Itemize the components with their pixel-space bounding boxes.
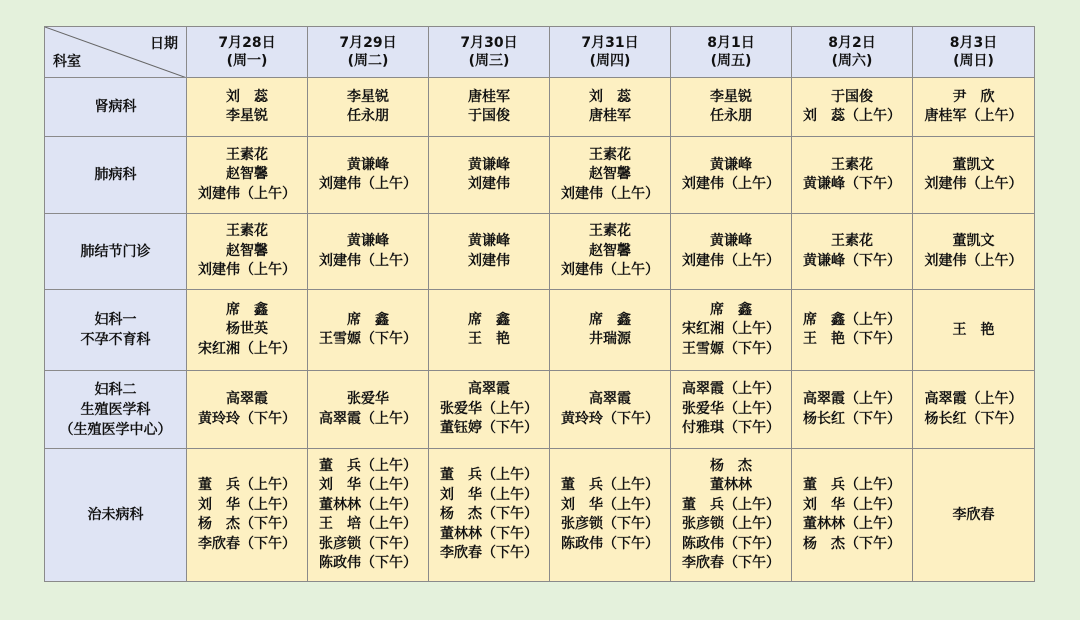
doctor-list [682, 457, 780, 574]
doctor-list [803, 156, 901, 195]
doctor-entry: 席 鑫 [468, 311, 510, 328]
schedule-cell [671, 290, 792, 371]
date-header-cell [792, 27, 913, 78]
doctor-entry: 付雅琪（下午） [682, 420, 780, 437]
doctor-entry: 陈政伟（下午） [561, 535, 659, 552]
doctor-entry: 席 鑫 [589, 311, 631, 328]
doctor-list [803, 390, 901, 429]
weekday-label: (周五) [710, 53, 752, 69]
schedule-cell [429, 137, 550, 214]
schedule-cell [187, 78, 308, 137]
weekday-label: (周二) [347, 53, 389, 69]
dept-name-line: 不孕不育科 [80, 332, 151, 348]
dept-name-cell [45, 371, 187, 449]
doctor-entry: 杨 杰（下午） [440, 506, 538, 523]
doctor-entry: 刘建伟（上午） [561, 262, 659, 279]
doctor-list [561, 222, 659, 281]
doctor-list [803, 88, 901, 127]
doctor-list [440, 380, 538, 439]
doctor-list [925, 88, 1023, 127]
doctor-entry: 黄谦峰 [468, 233, 510, 249]
doctor-list [468, 156, 510, 195]
dept-row [45, 137, 1035, 214]
doctor-entry: 杨 杰 [682, 457, 752, 474]
dept-name-cell [45, 137, 187, 214]
doctor-entry: 刘 蕊 [589, 88, 631, 105]
doctor-list [803, 476, 901, 554]
dept-name-line: （生殖医学中心） [59, 421, 172, 438]
doctor-entry: 董 兵（上午） [198, 477, 296, 493]
dept-name-cell [45, 214, 187, 290]
schedule-cell [671, 371, 792, 449]
doctor-list [468, 232, 510, 271]
doctor-entry: 任永朋 [347, 108, 389, 124]
doctor-entry: 董凯文 [952, 156, 995, 173]
schedule-table-wrapper [44, 26, 1035, 582]
doctor-list [198, 146, 296, 205]
schedule-cell [913, 137, 1035, 214]
schedule-cell [671, 449, 792, 582]
doctor-list [682, 156, 780, 195]
doctor-entry: 王 艳 [952, 322, 995, 339]
doctor-list [682, 380, 780, 439]
doctor-entry: 王素花 [226, 223, 268, 240]
doctor-entry: 刘建伟 [468, 176, 510, 192]
doctor-list [440, 466, 538, 564]
doctor-entry: 黄玲玲（下午） [198, 410, 296, 427]
date-label: 7月30日 [460, 35, 518, 51]
doctor-entry: 董 兵（上午） [803, 477, 901, 493]
doctor-entry: 董林林（上午） [319, 496, 417, 513]
doctor-list [319, 156, 417, 195]
doctor-entry: 杨世英 [226, 321, 268, 338]
date-label: 7月31日 [581, 35, 639, 51]
schedule-table [44, 26, 1035, 582]
doctor-entry: 尹 欣 [952, 88, 995, 105]
schedule-cell [792, 449, 913, 582]
doctor-entry: 刘 华（上午） [319, 477, 417, 493]
schedule-cell [308, 449, 429, 582]
doctor-list [198, 301, 296, 360]
doctor-entry: 宋红湘（上午） [682, 321, 780, 338]
doctor-list [198, 390, 296, 429]
doctor-entry: 刘 华（上午） [440, 486, 538, 503]
schedule-cell [308, 214, 429, 290]
doctor-entry: 刘建伟（上午） [198, 185, 296, 202]
corner-date-label: 日期 [150, 36, 178, 52]
doctor-entry: 黄谦峰 [710, 233, 752, 249]
doctor-entry: 陈政伟（下午） [682, 535, 780, 552]
doctor-entry: 董凯文 [952, 233, 995, 249]
schedule-cell [308, 290, 429, 371]
doctor-entry: 高翠霞 [468, 381, 510, 398]
doctor-entry: 杨 杰（下午） [803, 535, 901, 552]
doctor-entry: 王素花 [226, 146, 268, 163]
doctor-entry: 于国俊 [803, 88, 873, 105]
doctor-entry: 张彦锁（下午） [319, 535, 417, 552]
dept-name-line: 治未病科 [87, 507, 144, 523]
header-row [45, 27, 1035, 78]
doctor-list [319, 232, 417, 271]
schedule-cell [187, 371, 308, 449]
doctor-entry: 高翠霞（上午） [682, 381, 780, 398]
doctor-entry: 王 艳 [468, 331, 510, 347]
corner-dept-label: 科室 [53, 54, 81, 70]
doctor-entry: 赵智馨 [226, 242, 268, 259]
doctor-entry: 董林林 [682, 477, 752, 493]
doctor-entry: 董钰婷（下午） [440, 420, 538, 437]
schedule-cell [550, 371, 671, 449]
doctor-entry: 席 鑫（上午） [803, 311, 901, 328]
doctor-entry: 黄谦峰（下午） [803, 252, 901, 269]
schedule-cell [429, 371, 550, 449]
doctor-list [561, 390, 659, 429]
schedule-cell [913, 78, 1035, 137]
doctor-entry: 刘 华（上午） [561, 496, 659, 513]
dept-row [45, 290, 1035, 371]
doctor-entry: 张彦锁（上午） [682, 516, 780, 532]
schedule-cell [913, 449, 1035, 582]
doctor-list [468, 311, 510, 350]
schedule-cell [792, 371, 913, 449]
schedule-cell [187, 449, 308, 582]
doctor-entry: 刘建伟（上午） [924, 252, 1023, 269]
date-header-cell [187, 27, 308, 78]
schedule-cell [429, 449, 550, 582]
dept-name-line: 肺结节门诊 [80, 243, 151, 260]
date-label: 8月1日 [707, 35, 755, 51]
doctor-entry: 高翠霞 [226, 391, 268, 407]
doctor-entry: 任永朋 [710, 108, 752, 124]
schedule-cell [671, 214, 792, 290]
schedule-body [45, 78, 1035, 582]
doctor-list [953, 506, 995, 526]
schedule-cell [792, 290, 913, 371]
doctor-entry: 黄玲玲（下午） [561, 410, 659, 427]
doctor-entry: 刘建伟（上午） [198, 262, 296, 279]
doctor-list [561, 476, 659, 554]
doctor-entry: 席 鑫 [226, 301, 268, 318]
schedule-cell [187, 290, 308, 371]
doctor-entry: 张爱华 [347, 391, 389, 407]
schedule-cell [671, 78, 792, 137]
date-header-cell [429, 27, 550, 78]
dept-name-line: 妇科一 [94, 312, 137, 328]
dept-row [45, 78, 1035, 137]
doctor-list [682, 301, 780, 360]
dept-row [45, 371, 1035, 449]
weekday-label: (周六) [831, 53, 873, 69]
schedule-cell [308, 371, 429, 449]
schedule-cell [913, 371, 1035, 449]
schedule-cell [550, 78, 671, 137]
doctor-entry: 王 培（上午） [319, 516, 417, 532]
doctor-entry: 刘 华（上午） [803, 496, 901, 513]
doctor-entry: 高翠霞（上午） [803, 391, 901, 407]
doctor-entry: 董林林（上午） [803, 516, 901, 532]
schedule-cell [429, 214, 550, 290]
doctor-entry: 张爱华（上午） [440, 400, 538, 417]
date-header-cell [550, 27, 671, 78]
doctor-entry: 赵智馨 [589, 166, 631, 183]
dept-row [45, 214, 1035, 290]
doctor-entry: 席 鑫 [347, 311, 389, 328]
weekday-label: (周三) [468, 53, 510, 69]
doctor-list [468, 88, 510, 127]
corner-header-cell [45, 27, 187, 78]
doctor-entry: 李欣春（下午） [440, 545, 538, 562]
schedule-cell [913, 290, 1035, 371]
doctor-entry: 杨长红（下午） [803, 410, 901, 427]
doctor-entry: 李星锐 [226, 108, 268, 124]
schedule-cell [550, 214, 671, 290]
weekday-label: (周日) [953, 53, 994, 69]
doctor-entry: 于国俊 [468, 108, 510, 124]
doctor-list [589, 311, 631, 350]
doctor-entry: 王素花 [831, 156, 873, 173]
doctor-entry: 刘建伟 [468, 252, 510, 269]
dept-name-line: 肺病科 [94, 167, 137, 183]
schedule-cell [187, 214, 308, 290]
doctor-entry: 高翠霞 [589, 391, 631, 407]
doctor-entry: 王素花 [589, 146, 631, 163]
doctor-entry: 董 兵（上午） [682, 496, 780, 513]
doctor-list [561, 146, 659, 205]
schedule-cell [792, 78, 913, 137]
doctor-entry: 黄谦峰（下午） [803, 176, 901, 192]
doctor-entry: 刘 蕊（上午） [803, 108, 901, 124]
doctor-entry: 杨 杰（下午） [198, 516, 296, 532]
dept-name-line: 肾病科 [94, 99, 137, 115]
doctor-list [925, 390, 1023, 429]
doctor-entry: 刘建伟（上午） [319, 252, 417, 269]
dept-row [45, 449, 1035, 582]
doctor-list [953, 321, 995, 341]
doctor-entry: 赵智馨 [589, 242, 631, 259]
schedule-cell [308, 137, 429, 214]
doctor-entry: 唐桂军（上午） [924, 108, 1023, 124]
doctor-entry: 李欣春（下午） [198, 535, 296, 552]
doctor-entry: 赵智馨 [226, 166, 268, 183]
doctor-entry: 高翠霞（上午） [319, 410, 417, 427]
dept-name-cell [45, 78, 187, 137]
date-label: 8月3日 [949, 35, 998, 51]
schedule-cell [671, 137, 792, 214]
doctor-entry: 王雪嫄（下午） [682, 340, 780, 357]
doctor-entry: 董 兵（上午） [319, 457, 417, 474]
doctor-list [925, 232, 1023, 271]
weekday-label: (周四) [589, 53, 631, 69]
doctor-entry: 董 兵（上午） [440, 467, 538, 484]
doctor-entry: 刘建伟（上午） [319, 176, 417, 192]
date-header-cell [308, 27, 429, 78]
doctor-list [319, 390, 417, 429]
doctor-entry: 黄谦峰 [347, 233, 389, 249]
doctor-entry: 刘建伟（上午） [682, 176, 780, 192]
schedule-cell [429, 290, 550, 371]
doctor-list [226, 88, 268, 127]
date-label: 7月29日 [339, 35, 397, 51]
doctor-entry: 王素花 [589, 223, 631, 240]
doctor-entry: 黄谦峰 [468, 156, 510, 173]
doctor-entry: 唐桂军 [589, 108, 631, 124]
schedule-cell [913, 214, 1035, 290]
doctor-entry: 张彦锁（下午） [561, 516, 659, 532]
doctor-entry: 王素花 [831, 233, 873, 249]
date-label: 7月28日 [218, 35, 276, 51]
dept-name-line: 生殖医学科 [80, 401, 151, 418]
date-label: 8月2日 [828, 35, 876, 51]
doctor-list [589, 88, 631, 127]
schedule-cell [792, 137, 913, 214]
doctor-entry: 黄谦峰 [347, 156, 389, 173]
doctor-list [710, 88, 752, 127]
doctor-entry: 董 兵（上午） [561, 477, 659, 493]
doctor-list [682, 232, 780, 271]
dept-name-cell [45, 290, 187, 371]
weekday-label: (周一) [226, 53, 268, 69]
doctor-list [319, 457, 417, 574]
doctor-entry: 井瑞源 [589, 331, 631, 347]
schedule-cell [550, 449, 671, 582]
doctor-entry: 刘建伟（上午） [682, 252, 780, 269]
doctor-entry: 杨长红（下午） [924, 410, 1023, 427]
doctor-entry: 王雪嫄（下午） [319, 331, 417, 347]
doctor-entry: 王 艳（下午） [803, 331, 901, 347]
doctor-list [347, 88, 389, 127]
doctor-entry: 李欣春（下午） [682, 555, 780, 571]
doctor-entry: 高翠霞（上午） [924, 391, 1023, 407]
schedule-cell [550, 137, 671, 214]
doctor-entry: 刘建伟（上午） [561, 185, 659, 202]
doctor-list [198, 476, 296, 554]
doctor-entry: 陈政伟（下午） [319, 555, 417, 571]
schedule-cell [792, 214, 913, 290]
doctor-entry: 李星锐 [347, 88, 389, 105]
doctor-entry: 刘 华（上午） [198, 496, 296, 513]
doctor-entry: 李星锐 [710, 88, 752, 105]
date-header-cell [913, 27, 1035, 78]
doctor-list [925, 156, 1023, 195]
dept-name-cell [45, 449, 187, 582]
date-header-cell [671, 27, 792, 78]
doctor-entry: 刘 蕊 [226, 88, 268, 105]
doctor-entry: 李欣春 [952, 507, 995, 524]
schedule-cell [187, 137, 308, 214]
doctor-entry: 董林林（下午） [440, 525, 538, 542]
dept-name-line: 妇科二 [94, 381, 137, 398]
doctor-entry: 宋红湘（上午） [198, 340, 296, 357]
doctor-entry: 刘建伟（上午） [924, 176, 1023, 192]
schedule-cell [429, 78, 550, 137]
doctor-list [319, 311, 417, 350]
doctor-entry: 黄谦峰 [710, 156, 752, 173]
schedule-cell [308, 78, 429, 137]
doctor-entry: 席 鑫 [710, 301, 752, 318]
doctor-list [803, 311, 901, 350]
schedule-cell [550, 290, 671, 371]
doctor-entry: 唐桂军 [468, 88, 510, 105]
doctor-list [803, 232, 901, 271]
doctor-list [198, 222, 296, 281]
doctor-entry: 张爱华（上午） [682, 400, 780, 417]
